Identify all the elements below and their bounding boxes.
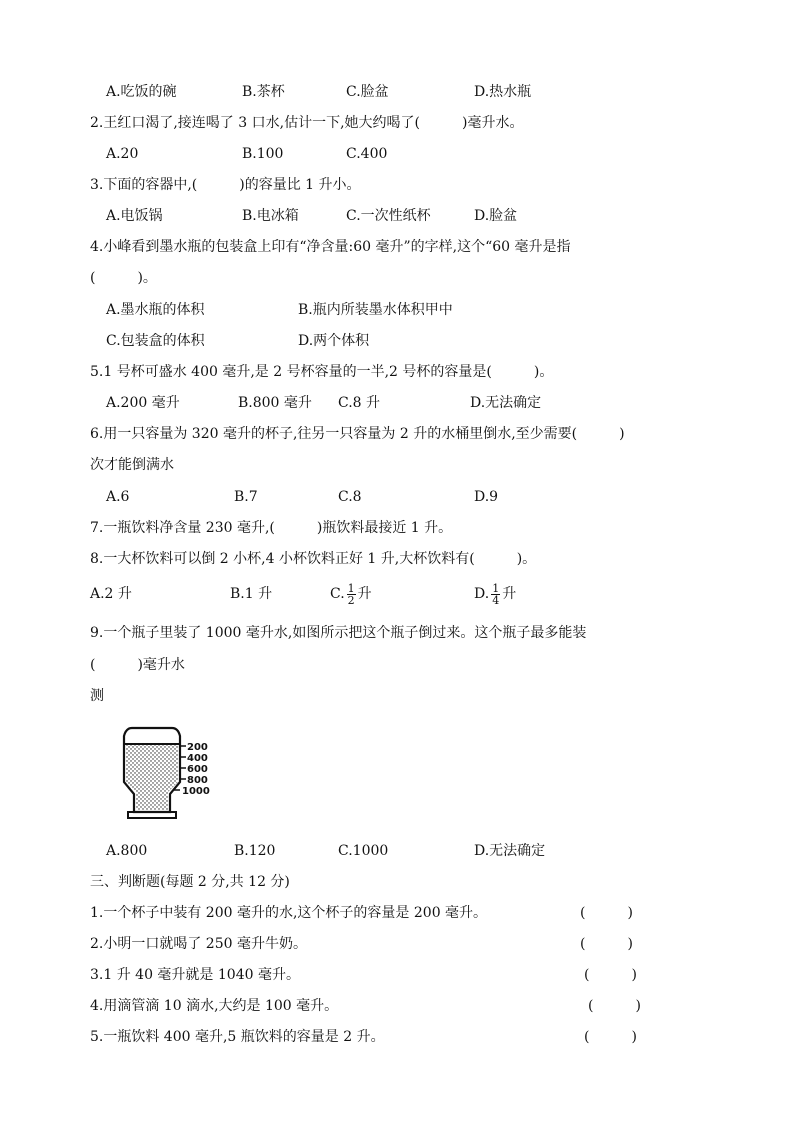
scale-label-600: 600	[187, 764, 208, 775]
judge-item-4: 4.用滴管滴 10 滴水,大约是 100 毫升。	[90, 998, 339, 1014]
q5-option-a: A.200 毫升	[106, 395, 180, 411]
judge-item-2: 2.小明一口就喝了 250 毫升牛奶。	[90, 936, 307, 952]
q1-option-b: B.茶杯	[242, 84, 285, 100]
q3-option-c: C.一次性纸杯	[346, 208, 431, 224]
q8-option-a: A.2 升	[90, 586, 132, 602]
q6-option-c: C.8	[338, 489, 362, 505]
q5-option-c: C.8 升	[338, 395, 381, 411]
judge-item-5: 5.一瓶饮料 400 毫升,5 瓶饮料的容量是 2 升。	[90, 1029, 385, 1045]
q2-option-c: C.400	[346, 146, 388, 162]
q9-option-a: A.800	[106, 843, 148, 859]
scale-label-1000: 1000	[182, 786, 210, 797]
q8-option-c-prefix: C.	[330, 586, 345, 602]
q4-option-b: B.瓶内所装墨水体积甲中	[298, 302, 453, 318]
q3-option-a: A.电饭锅	[106, 208, 163, 224]
fraction-one-quarter	[491, 583, 500, 606]
q1-option-c: C.脸盆	[346, 84, 389, 100]
scale-label-200: 200	[187, 742, 208, 753]
question-9-blank: ( )毫升水	[90, 657, 185, 673]
q1-option-d: D.热水瓶	[474, 84, 532, 100]
scale-label-800: 800	[187, 775, 208, 786]
q8-option-c-unit: 升	[357, 586, 372, 602]
q2-option-a: A.20	[106, 146, 139, 162]
q8-option-d-prefix: D.	[474, 586, 490, 602]
q8-option-d	[474, 578, 516, 610]
bottle-figure	[118, 724, 228, 830]
bottle-base	[128, 812, 176, 818]
q8-option-b: B.1 升	[230, 586, 273, 602]
judge-item-3: 3.1 升 40 毫升就是 1040 毫升。	[90, 967, 300, 983]
q8-option-d-unit: 升	[502, 586, 517, 602]
q4-option-c: C.包装盒的体积	[106, 333, 205, 349]
q6-option-d: D.9	[474, 489, 499, 505]
q9-option-d: D.无法确定	[474, 843, 546, 859]
fraction-numerator: 1	[347, 581, 355, 595]
question-8: 8.一大杯饮料可以倒 2 小杯,4 小杯饮料正好 1 升,大杯饮料有( )。	[90, 551, 537, 567]
judge-answer-5: ( )	[584, 1029, 637, 1045]
fraction-denominator: 4	[492, 593, 500, 607]
question-2: 2.王红口渴了,接连喝了 3 口水,估计一下,她大约喝了( )毫升水。	[90, 115, 524, 131]
question-9-note: 测	[90, 688, 104, 704]
q2-option-b: B.100	[242, 146, 284, 162]
question-4: 4.小峰看到墨水瓶的包装盒上印有“净含量:60 毫升”的字样,这个“60 毫升是指	[90, 239, 571, 255]
fraction-one-half	[347, 583, 356, 606]
q9-option-b: B.120	[234, 843, 276, 859]
scale-label-400: 400	[187, 753, 208, 764]
judge-answer-2: ( )	[580, 936, 633, 952]
q3-option-b: B.电冰箱	[242, 208, 299, 224]
q4-option-d: D.两个体积	[298, 333, 370, 349]
judge-answer-3: ( )	[584, 967, 637, 983]
fraction-denominator: 2	[347, 593, 355, 607]
q5-option-d: D.无法确定	[470, 395, 542, 411]
section-3-heading: 三、判断题(每题 2 分,共 12 分)	[90, 874, 290, 890]
q9-option-c: C.1000	[338, 843, 389, 859]
judge-answer-1: ( )	[580, 905, 633, 921]
question-9: 9.一个瓶子里装了 1000 毫升水,如图所示把这个瓶子倒过来。这个瓶子最多能装	[90, 625, 587, 641]
q1-option-a: A.吃饭的碗	[106, 84, 177, 100]
question-7: 7.一瓶饮料净含量 230 毫升,( )瓶饮料最接近 1 升。	[90, 520, 453, 536]
q6-option-a: A.6	[106, 489, 130, 505]
judge-answer-4: ( )	[588, 998, 641, 1014]
q5-option-b: B.800 毫升	[238, 395, 312, 411]
fraction-numerator: 1	[492, 581, 500, 595]
q3-option-d: D.脸盆	[474, 208, 518, 224]
question-6-cont: 次才能倒满水	[90, 457, 174, 473]
q4-option-a: A.墨水瓶的体积	[106, 302, 205, 318]
question-3: 3.下面的容器中,( )的容量比 1 升小。	[90, 177, 361, 193]
question-5: 5.1 号杯可盛水 400 毫升,是 2 号杯容量的一半,2 号杯的容量是( )。	[90, 364, 554, 380]
question-6: 6.用一只容量为 320 毫升的杯子,往另一只容量为 2 升的水桶里倒水,至少需要( )	[90, 426, 625, 442]
q6-option-b: B.7	[234, 489, 258, 505]
q8-option-c	[330, 578, 372, 610]
judge-item-1: 1.一个杯子中装有 200 毫升的水,这个杯子的容量是 200 毫升。	[90, 905, 488, 921]
question-4-blank: ( )。	[90, 270, 157, 286]
